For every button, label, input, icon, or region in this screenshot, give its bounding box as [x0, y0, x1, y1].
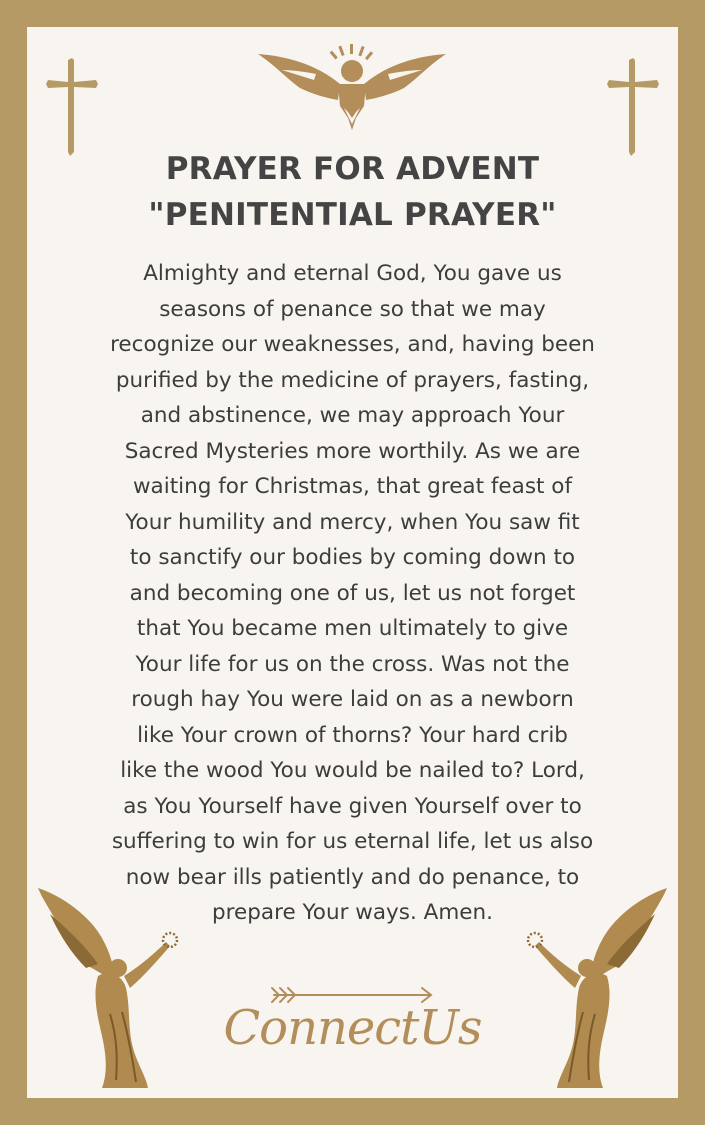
winged-sun-emblem [256, 44, 448, 130]
prayer-line: Sacred Mysteries more worthily. As we are [124, 438, 581, 464]
prayer-line: Your life for us on the cross. Was not the [135, 651, 570, 677]
prayer-line: like Your crown of thorns? Your hard crib [137, 722, 568, 748]
brand-logo: ConnectUs [223, 1000, 482, 1056]
prayer-line: purified by the medicine of prayers, fasting, [115, 367, 590, 393]
prayer-title [0, 146, 705, 238]
angel-figure-left [36, 884, 186, 1094]
prayer-line: that You became men ultimately to give [136, 616, 569, 641]
title-line-2: "PENITENTIAL PRAYER" [148, 197, 557, 233]
angel-figure-right [519, 884, 669, 1094]
prayer-line: Your humility and mercy, when You saw fit [125, 509, 580, 535]
prayer-line: now bear ills patiently and do penance, to [125, 864, 580, 890]
title-line-1: PRAYER FOR ADVENT [165, 151, 540, 187]
prayer-line: rough hay You were laid on as a newborn [131, 687, 574, 712]
prayer-line: and becoming one of us, let us not forget [129, 580, 576, 606]
prayer-line: waiting for Christmas, that great feast of [132, 474, 573, 499]
prayer-line: Almighty and eternal God, You gave us [143, 261, 562, 286]
prayer-line: recognize our weaknesses, and, having been [110, 332, 595, 357]
prayer-line: prepare Your ways. Amen. [212, 900, 493, 925]
prayer-line: to sanctify our bodies by coming down to [129, 545, 576, 570]
cross-icon-left [44, 58, 100, 158]
prayer-line: suffering to win for us eternal life, let us also [111, 829, 594, 854]
prayer-line: seasons of penance so that we may [159, 296, 546, 322]
prayer-line: and abstinence, we may approach Your [140, 403, 565, 428]
prayer-line: like the wood You would be nailed to? Lord, [120, 758, 585, 783]
cross-icon-right [605, 58, 661, 158]
prayer-text [40, 256, 665, 931]
prayer-line: as You Yourself have given Yourself over to [123, 793, 582, 819]
